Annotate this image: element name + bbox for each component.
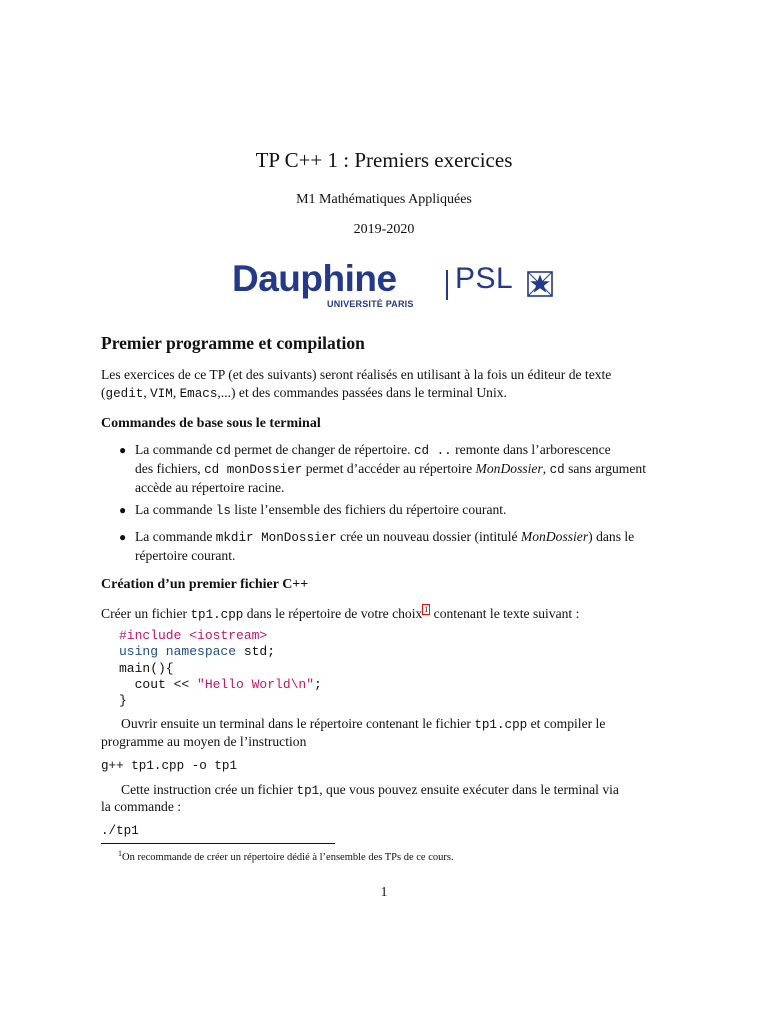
footnote-link[interactable]: 1 [424,605,429,614]
code-line-main: main(){ [119,660,174,676]
emphasis-mondossier: MonDossier [520,529,589,544]
code-line-using [119,644,322,660]
text-fragment: ,...) et des commandes passées dans le terminal Unix. [217,385,507,400]
logo-subtitle: UNIVERSITÉ PARIS [327,299,414,309]
code-binary: tp1 [296,784,320,798]
text-fragment: Cette instruction crée un fichier [121,782,297,797]
code-string: "Hello World\n" [197,676,315,692]
section-heading: Premier programme et compilation [101,333,365,353]
course-name: M1 Mathématiques Appliquées [296,192,472,207]
text-fragment: La commande [135,529,216,544]
paragraph-execute-line2: la commande : [101,799,182,814]
code-ls: ls [215,504,231,518]
paragraph-compile-line2: programme au moyen de l’instruction [101,734,307,749]
text-fragment: sans argument [564,461,646,476]
logo-psl-text: PSL [455,262,514,295]
text-fragment: liste l’ensemble des fichiers du répertoire courant. [230,502,507,517]
bullet-item-mkdir [135,528,687,565]
subsection-heading: Création d’un premier fichier C++ [101,577,309,592]
footnote-divider [101,843,335,844]
text-fragment: et compiler le [527,716,606,731]
text-fragment: remonte dans l’arborescence [451,442,611,457]
university-logo [232,258,554,312]
intro-line-2 [101,384,687,403]
bullet-marker: ● [119,530,127,544]
text-fragment: , [172,385,180,400]
emphasis-mondossier: MonDossier [475,461,543,476]
subsection-heading: Commandes de base sous le terminal [101,416,321,431]
command-run: ./tp1 [101,824,139,838]
code-mkdir: mkdir MonDossier [215,531,337,545]
text-fragment: ( [101,385,106,400]
footnote [118,849,454,863]
code-cd-parent: cd .. [413,444,452,458]
intro-paragraph [101,366,687,403]
logo-dauphine-text: Dauphine [232,258,397,299]
code-cd-mondossier: cd monDossier [204,463,303,477]
bullet-item-cd [135,441,687,497]
text-fragment: Créer un fichier [101,606,191,621]
bullet-marker: ● [119,503,127,517]
code-cd: cd [549,463,565,477]
code-line-close: } [119,693,127,709]
footnote-text: On recommande de créer un répertoire dédié à l’ensemble des TPs de ce cours. [122,852,454,863]
text-fragment: dans le répertoire de votre choix [243,606,423,621]
editor-vim: VIM [150,387,173,401]
text-fragment: contenant le texte suivant : [430,606,580,621]
text-fragment: permet de changer de répertoire. [230,442,414,457]
command-compile: g++ tp1.cpp -o tp1 [101,759,238,773]
editor-gedit: gedit [105,387,144,401]
academic-year: 2019-2020 [353,222,415,237]
text-fragment: permet d’accéder au répertoire [302,461,476,476]
bullet-line [135,441,687,460]
text-fragment: ) dans le [588,529,635,544]
text-fragment: , [542,461,550,476]
text-fragment: crée un nouveau dossier (intitulé [336,529,521,544]
text-fragment: des fichiers, [135,461,205,476]
star-icon [527,271,553,297]
page-number: 1 [380,884,388,899]
intro-line-1: Les exercices de ce TP (et des suivants) seront réalisés en utilisant à la fois un éditeur de texte [101,367,612,382]
bullet-line [135,501,687,520]
text-fragment: , [143,385,151,400]
bullet-line [135,460,687,479]
logo-separator [446,270,448,300]
code-filename: tp1.cpp [474,718,528,732]
footnote-mark: 1 [118,849,122,858]
code-text: cout << [119,676,198,692]
text-fragment: La commande [135,442,216,457]
code-filename: tp1.cpp [190,608,244,622]
code-text: ; [314,676,322,692]
paragraph-create-file [101,604,687,624]
bullet-line [135,528,687,547]
paragraph-compile [101,715,687,734]
code-listing [119,628,322,709]
code-text: std; [236,644,276,660]
code-line-include: #include <iostream> [119,628,268,643]
text-fragment: Ouvrir ensuite un terminal dans le répertoire contenant le fichier [121,716,475,731]
code-line-cout [119,677,322,693]
code-keyword: using namespace [119,644,237,660]
bullet-line: accède au répertoire racine. [135,480,285,495]
bullet-marker: ● [119,443,127,457]
editor-emacs: Emacs [179,387,218,401]
text-fragment: , que vous pouvez ensuite exécuter dans le terminal via [319,782,619,797]
document-title: TP C++ 1 : Premiers exercices [255,148,513,172]
bullet-line: répertoire courant. [135,548,236,563]
text-fragment: La commande [135,502,216,517]
bullet-item-ls [135,501,687,520]
code-cd: cd [215,444,231,458]
